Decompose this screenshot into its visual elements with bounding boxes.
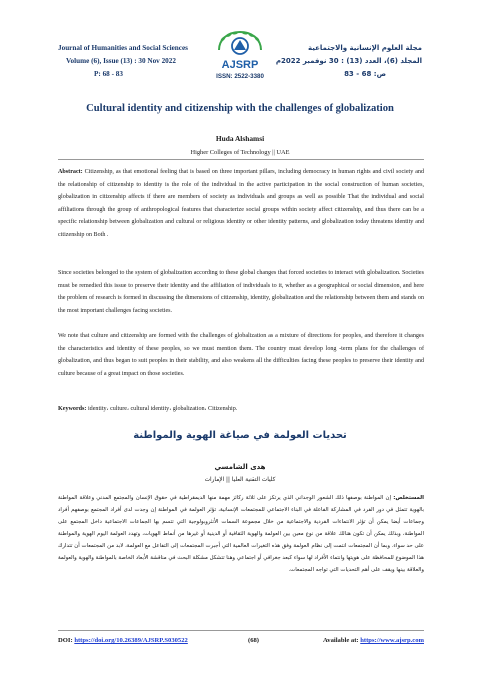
journal-header — [0, 0, 480, 92]
keywords — [58, 405, 424, 412]
laurel-icon — [219, 31, 261, 54]
abstract-paragraph-2: Since societies belonged to the system of globalization according to these global changes that forced societies to interact with globalization. Societies must be remedied this issue to preserve their identity and the affiliation of individuals to it, whether as a geographical or social dimension, and here the problem of research is formed in discussing the dimensions of citizenship, identity, globalization and the relationship between them and stands on the most important challenges facing societies. — [58, 270, 424, 314]
abstract-label: Abstract: — [58, 169, 83, 175]
arabic-affiliation: كليات التقنية العليا || الإمارات — [204, 477, 276, 483]
article-title: Cultural identity and citizenship with the challenges of globalization — [86, 103, 394, 114]
abstract-paragraph-3: We note that culture and citizenship are formed with the challenges of globalization as a mixture of directions for peoples, and therefore it changes the characteristics and identity of these peoples, so we must mention them. The country must develop long -term plans for the challenges of globalization, and thus began to suit peoples in their stability, and also weakens all the difficulties facing these peoples to preserve their identity and culture because of a great impact on those societies. — [58, 333, 424, 377]
ajsrp-logo — [203, 26, 277, 78]
pages-ar: ص: 68 - 83 — [344, 70, 386, 78]
logo-text: AJSRP — [221, 59, 259, 71]
divider — [58, 159, 424, 160]
arabic-abstract-label: المستخلص: — [393, 495, 424, 501]
doi-link[interactable]: https://doi.org/10.26389/AJSRP.S030522 — [74, 637, 188, 644]
pages-en: P: 68 - 83 — [94, 70, 123, 78]
abstract-text: Citizenship, as that emotional feeling that is based on three important pillars, including democracy in human rights and civil society and the relationship of citizenship to identity is the role of the individual in the active participation in the social construction of human societies, globalization in citizenship affects if there are members of society as individuals and groups as well as possible That the individual and social affiliations through the group of anthropological features that characterize social groups within society affect citizenship, and thus there can be a specific relationship between globalization and cultural or religious identity or other identity patterns, and globalization today threatens identity and citizenship on Both . — [58, 169, 424, 238]
journal-name-ar: مجلة العلوم الإنسانية والاجتماعية — [308, 44, 422, 52]
website-link[interactable]: https://www.ajsrp.com — [360, 637, 424, 644]
available-label: Available at: — [323, 637, 361, 644]
doi — [58, 637, 188, 644]
footer-divider — [58, 630, 424, 631]
page-number: (68) — [248, 637, 259, 644]
arabic-title: تحديات العولمة في صياغة الهوية والمواطنة — [133, 430, 347, 441]
arabic-author: هدى الشامسي — [214, 463, 266, 471]
doi-label: DOI: — [58, 637, 75, 644]
author-name: Huda Alshamsi — [215, 134, 265, 143]
keywords-label: Keywords: — [58, 406, 87, 412]
volume-issue-en: Volume (6), Issue (13) : 30 Nov 2022 — [66, 57, 176, 65]
author-affiliation: Higher Colleges of Technology || UAE — [190, 149, 290, 156]
arabic-abstract — [58, 492, 424, 576]
volume-issue-ar: المجلد (6)، العدد (13) : 30 نوفمبر 2022م — [275, 57, 422, 65]
abstract — [58, 166, 424, 242]
issn: ISSN: 2522-3380 — [216, 73, 264, 80]
journal-name-en: Journal of Humanities and Social Sciences — [58, 44, 188, 52]
availability — [323, 637, 424, 644]
arabic-abstract-text: إن المواطنة بوصفها ذلك الشعور الوجداني الذي يرتكز على ثلاثة ركائز مهمة منها الديمقراطية في حقوق الإنسان والمجتمع المدني وعلاقة المواطنة بالهوية تتمثل في دور الفرد في المشاركة الفاعلة في البناء الاجتماعي للمجتمعات الإنسانية، تؤثر العولمة في المواطنة إن وجدت لدى أفراد المجتمع بوصفهم أفراد وجماعات أيضا يمكن أن تؤثر الانتماءات الفردية والاجتماعية من خلال مجموعة السمات الأنثروبولوجية التي تتسم بها الجماعات الاجتماعية داخل المجتمع على المواطنة، وبذلك يمكن أن تكون هنالك علاقة من نوع معين بين العولمة والهوية الثقافية أو الدينية أو غيرها من أنماط الهويات، وتهدد العولمة اليوم الهوية والمواطنة على حد سواء. وبما أن المجتمعات انتمت إلى نظام العولمة وفق هذه التغيرات العالمية التي أجبرت المجتمعات إلى التفاعل مع العولمة، لابد من المجتمعات أن تتدارك هذا الموضوع للمحافظة على هويتها وانتماء الأفراد لها سواء كبعد جغرافي أو اجتماعي وهنا تتشكل مشكلة البحث في مناقشة الأبعاد الخاصة بالمواطنة والهوية والعولمة والعلاقة بينها ويقف على أهم التحديات التي تواجه المجتمعات. — [58, 495, 424, 573]
keywords-text: identity، culture، cultural identity، globalization، Citizenship. — [86, 406, 238, 412]
